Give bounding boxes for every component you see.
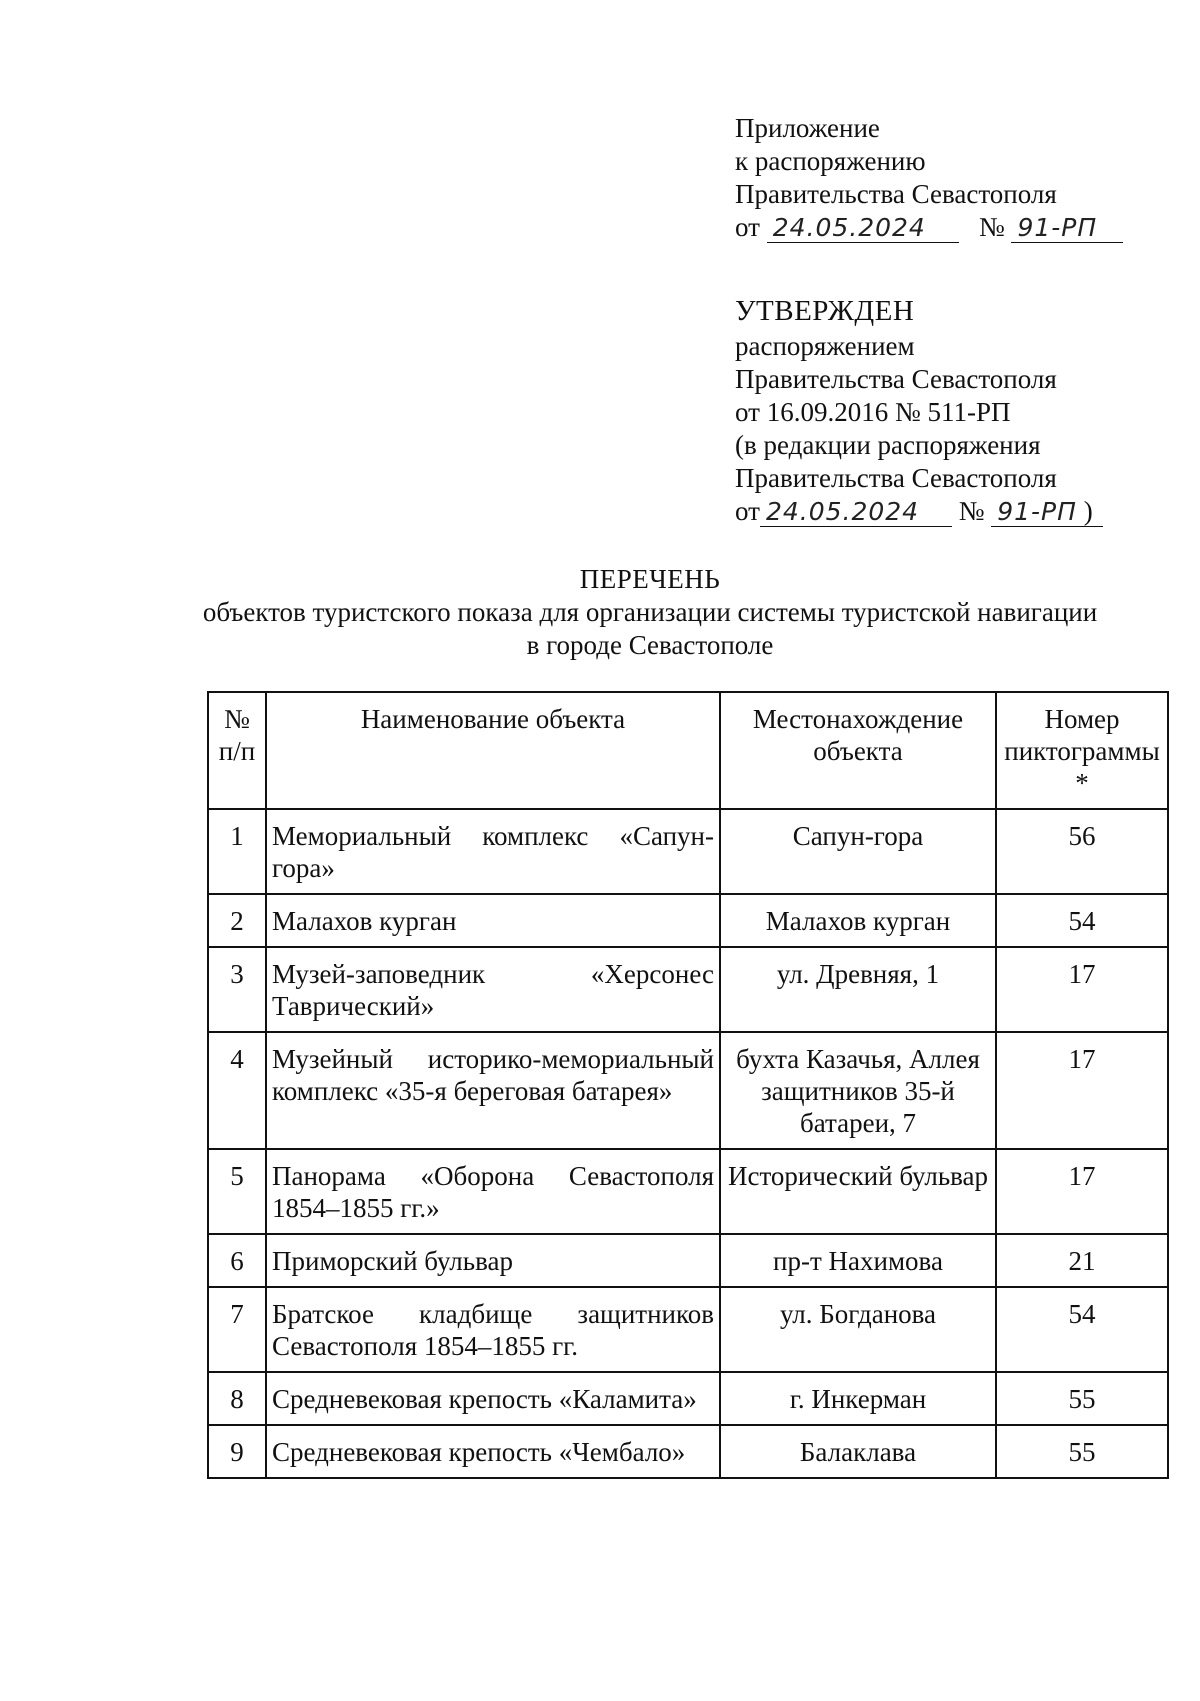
cell-location: Исторический бульвар [720, 1149, 996, 1234]
number-prefix: № [958, 496, 985, 526]
appendix-line-1: Приложение [735, 113, 880, 143]
approval-line-1: распоряжением [735, 331, 915, 361]
table-row [208, 1149, 1168, 1234]
cell-location: Сапун-гора [720, 809, 996, 894]
handwritten-date-field [760, 497, 952, 527]
cell-location: Балаклава [720, 1425, 996, 1478]
objects-table [207, 691, 1169, 1479]
title-line-3: в городе Севастополе [526, 630, 774, 660]
header-name: Наименование объекта [266, 692, 720, 809]
cell-num: 1 [208, 809, 266, 894]
appendix-line-3: Правительства Севастополя [735, 179, 1057, 209]
table-row [208, 1032, 1168, 1149]
appendix-date-line [735, 211, 1155, 244]
table-row [208, 894, 1168, 947]
closing-paren: ) [1083, 496, 1093, 526]
cell-location: ул. Богданова [720, 1287, 996, 1372]
number-prefix: № [978, 212, 1005, 242]
appendix-line-2: к распоряжению [735, 146, 926, 176]
cell-pictogram: 54 [996, 894, 1168, 947]
approval-line-3: от 16.09.2016 № 511-РП [735, 397, 1011, 427]
cell-location: пр-т Нахимова [720, 1234, 996, 1287]
cell-name: Мемориальный комплекс «Сапун-гора» [266, 809, 720, 894]
handwritten-number: 91-РП [997, 497, 1077, 526]
cell-num: 8 [208, 1372, 266, 1425]
appendix-block [735, 112, 1155, 244]
cell-pictogram: 17 [996, 1032, 1168, 1149]
cell-name: Панорама «Оборона Севастополя 1854–1855 гг.» [266, 1149, 720, 1234]
cell-name: Средневековая крепость «Чембало» [266, 1425, 720, 1478]
approval-line-2: Правительства Севастополя [735, 364, 1057, 394]
approval-line-5: Правительства Севастополя [735, 463, 1057, 493]
title-line-1: ПЕРЕЧЕНЬ [579, 564, 721, 594]
table-row [208, 809, 1168, 894]
handwritten-date-field [767, 213, 959, 243]
header-location: Местонахождение объекта [720, 692, 996, 809]
table-header-row [208, 692, 1168, 809]
handwritten-number-field [1011, 213, 1123, 243]
cell-pictogram: 56 [996, 809, 1168, 894]
approval-heading: УТВЕРЖДЕН [735, 295, 915, 327]
cell-num: 4 [208, 1032, 266, 1149]
cell-num: 6 [208, 1234, 266, 1287]
table-row [208, 1372, 1168, 1425]
date-prefix: от [735, 212, 760, 242]
cell-num: 2 [208, 894, 266, 947]
cell-pictogram: 55 [996, 1425, 1168, 1478]
header-pictogram: Номер пиктограммы * [996, 692, 1168, 809]
document-title [150, 563, 1150, 662]
cell-pictogram: 17 [996, 1149, 1168, 1234]
cell-location: бухта Казачья, Аллея защитников 35-й батареи, 7 [720, 1032, 996, 1149]
handwritten-date: 24.05.2024 [772, 213, 926, 242]
table-row [208, 1287, 1168, 1372]
handwritten-number-field [991, 497, 1103, 527]
approval-line-4: (в редакции распоряжения [735, 430, 1041, 460]
cell-location: Малахов курган [720, 894, 996, 947]
approval-date-line [735, 495, 1175, 528]
cell-num: 3 [208, 947, 266, 1032]
cell-name: Малахов курган [266, 894, 720, 947]
cell-num: 9 [208, 1425, 266, 1478]
cell-pictogram: 21 [996, 1234, 1168, 1287]
cell-name: Братское кладбище защитников Севастополя 1854–1855 гг. [266, 1287, 720, 1372]
date-prefix: от [735, 496, 760, 526]
title-line-2: объектов туристского показа для организации системы туристской навигации [202, 597, 1098, 627]
cell-pictogram: 17 [996, 947, 1168, 1032]
header-num: № п/п [208, 692, 266, 809]
table-row [208, 1234, 1168, 1287]
handwritten-date: 24.05.2024 [765, 497, 920, 526]
cell-location: г. Инкерман [720, 1372, 996, 1425]
cell-name: Музей-заповедник «Херсонес Таврический» [266, 947, 720, 1032]
cell-pictogram: 55 [996, 1372, 1168, 1425]
cell-name: Приморский бульвар [266, 1234, 720, 1287]
table-row [208, 1425, 1168, 1478]
cell-location: ул. Древняя, 1 [720, 947, 996, 1032]
cell-name: Средневековая крепость «Каламита» [266, 1372, 720, 1425]
cell-num: 5 [208, 1149, 266, 1234]
handwritten-number: 91-РП [1017, 213, 1098, 242]
cell-num: 7 [208, 1287, 266, 1372]
cell-name: Музейный историко-мемориальный комплекс «35-я береговая батарея» [266, 1032, 720, 1149]
cell-pictogram: 54 [996, 1287, 1168, 1372]
table-row [208, 947, 1168, 1032]
approval-block [735, 295, 1175, 528]
